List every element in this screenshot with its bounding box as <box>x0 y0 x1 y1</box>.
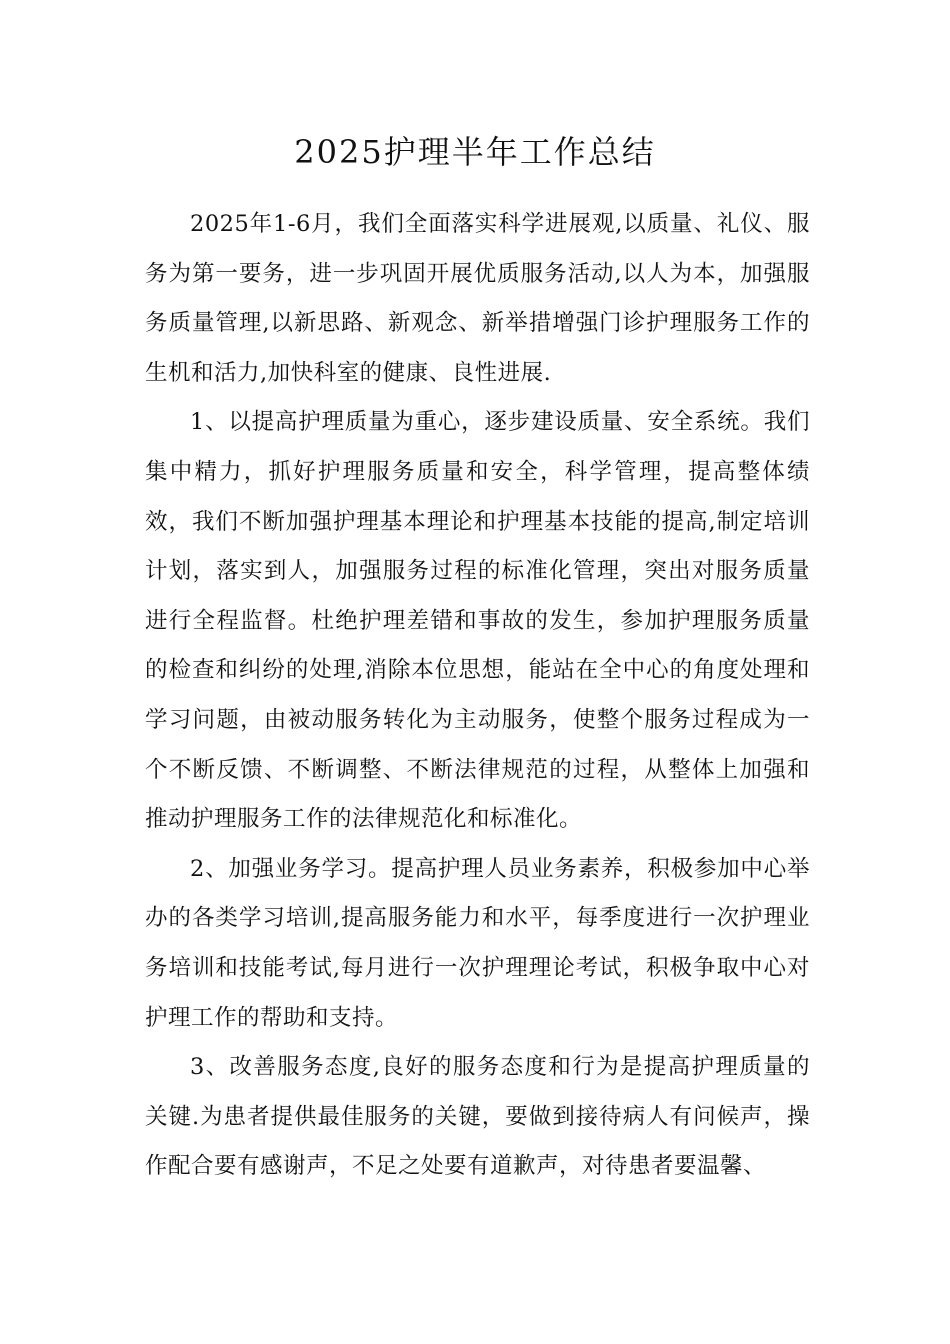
paragraph-intro: 2025年1-6月，我们全面落实科学进展观,以质量、礼仪、服务为第一要务，进一步巩固开展优质服务活动,以人为本，加强服务质量管理,以新思路、新观念、新举措增强门诊护理服务工作的生机和活力,加快科室的健康、良性进展. <box>145 211 810 386</box>
paragraph-item-2: 2、加强业务学习。提高护理人员业务素养，积极参加中心举办的各类学习培训,提高服务能力和水平，每季度进行一次护理业务培训和技能考试,每月进行一次护理理论考试，积极争取中心对护理工作的帮助和支持。 <box>145 855 810 1031</box>
document-title: 2025护理半年工作总结 <box>294 133 656 171</box>
document-body <box>145 200 810 1192</box>
paragraph-item-3: 3、改善服务态度,良好的服务态度和行为是提高护理质量的关键.为患者提供最佳服务的关键，要做到接待病人有问候声，操作配合要有感谢声，不足之处要有道歉声，对待患者要温馨、 <box>145 1054 810 1180</box>
paragraph-item-1: 1、以提高护理质量为重心，逐步建设质量、安全系统。我们集中精力，抓好护理服务质量和安全，科学管理，提高整体绩效，我们不断加强护理基本理论和护理基本技能的提高,制定培训计划，落实到人，加强服务过程的标准化管理，突出对服务质量进行全程监督。杜绝护理差错和事故的发生，参加护理服务质量的检查和纠纷的处理,消除本位思想，能站在全中心的角度处理和学习问题，由被动服务转化为主动服务，使整个服务过程成为一个不断反馈、不断调整、不断法律规范的过程，从整体上加强和推动护理服务工作的法律规范化和标准化。 <box>145 409 810 833</box>
